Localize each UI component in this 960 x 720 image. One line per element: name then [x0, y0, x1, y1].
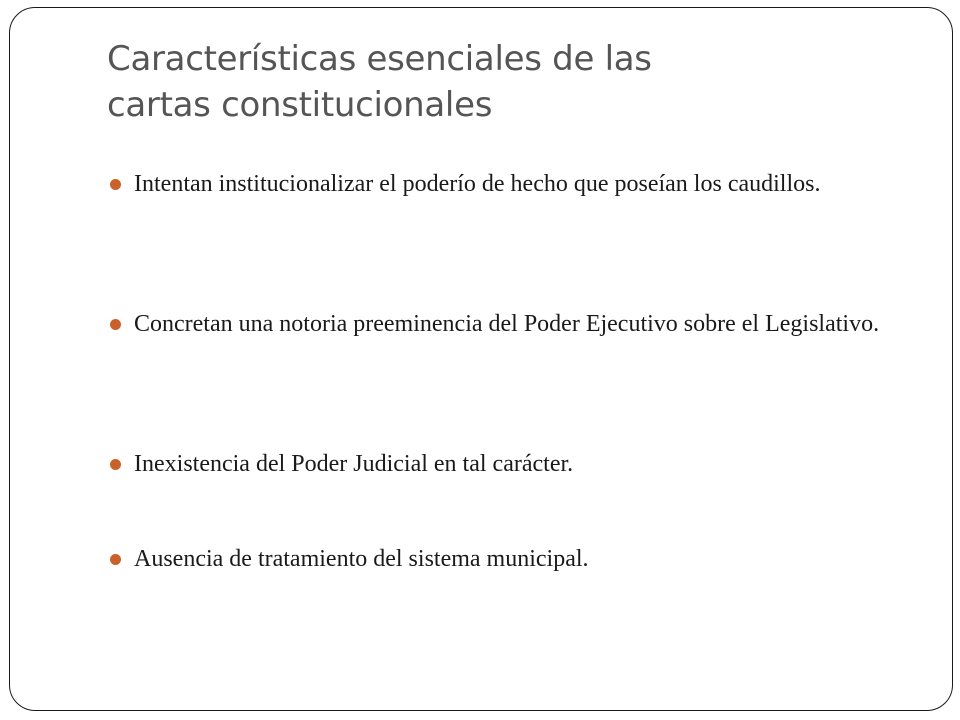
slide-title-line-1: Características esenciales de las: [107, 39, 652, 79]
bullet-item: [110, 306, 942, 343]
slide-title-line-2: cartas constitucionales: [107, 85, 493, 125]
bullet-text: Ausencia de tratamiento del sistema municipal.: [134, 546, 589, 572]
bullet-item: [110, 166, 942, 203]
bullet-dot-icon: [110, 459, 121, 470]
slide-title: [107, 36, 907, 128]
bullet-text: Concretan una notoria preeminencia del Poder Ejecutivo sobre el Legislativo.: [134, 311, 880, 337]
bullet-text: Intentan institucionalizar el poderío de hecho que poseían los caudillos.: [134, 171, 821, 197]
bullet-item: [110, 541, 942, 578]
bullet-dot-icon: [110, 319, 121, 330]
bullet-dot-icon: [110, 554, 121, 565]
slide-frame: [9, 7, 953, 711]
bullet-text: Inexistencia del Poder Judicial en tal carácter.: [134, 451, 574, 477]
bullet-dot-icon: [110, 179, 121, 190]
bullet-item: [110, 446, 942, 483]
